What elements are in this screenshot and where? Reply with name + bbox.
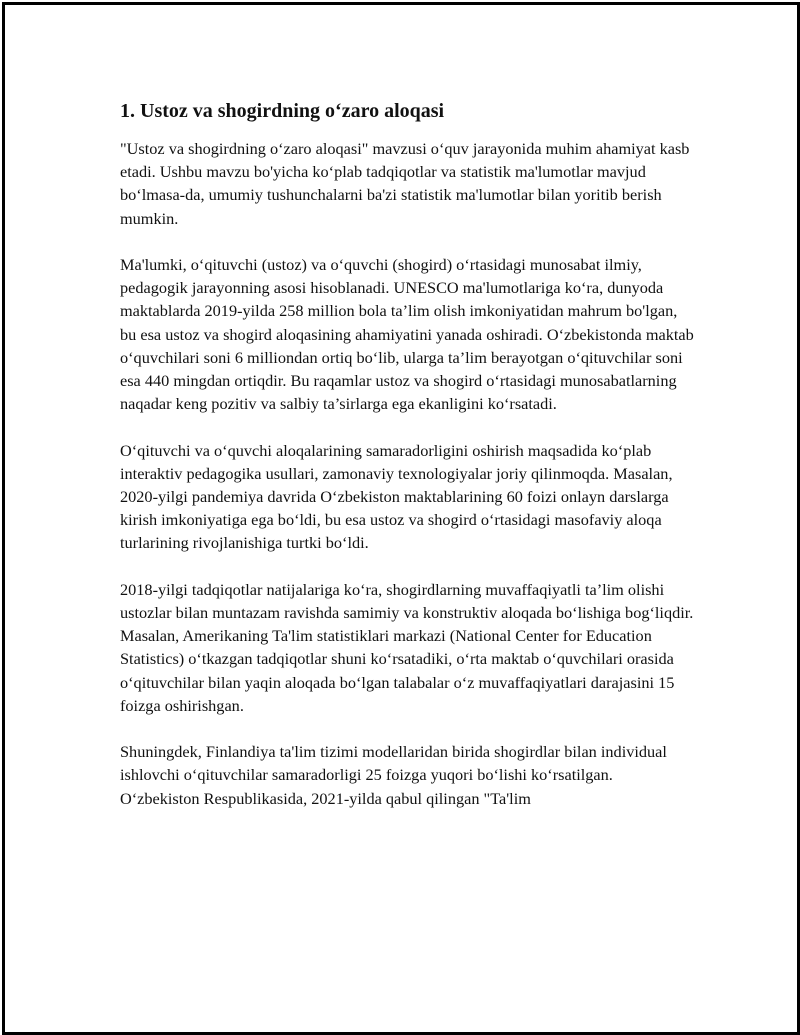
paragraph-finland: Shuningdek, Finlandiya ta'lim tizimi modellaridan birida shogirdlar bilan individual ishlovchi o‘qituvchilar samaradorligi 25 foizga yuqori bo‘lishi ko‘rsatilgan. O‘zbekiston Respublikasida, 2021-yilda qabul qilingan "Ta'lim xyxy=(120,742,667,808)
paragraph-research: 2018-yilgi tadqiqotlar natijalariga ko‘ra, shogirdlarning muvaffaqiyatli ta’lim olishi ustozlar bilan muntazam ravishda samimiy va konstruktiv aloqada bo‘lishiga bog‘liqdir. Masalan, Amerikaning Ta'lim statistiklari markazi (National Center for Education Statistics) o‘tkazgan tadqiqotlar shuni ko‘rsatadiki, o‘rta maktab o‘quvchilari orasida o‘qituvchilar bilan yaqin aloqada bo‘lgan talabalar o‘z muvaffaqiyatlari darajasini 15 foizga oshirishgan. xyxy=(120,579,694,715)
document-body xyxy=(120,97,695,833)
paragraph-intro: "Ustoz va shogirdning o‘zaro aloqasi" mavzusi o‘quv jarayonida muhim ahamiyat kasb etadi. Ushbu mavzu bo'yicha ko‘plab tadqiqotlar va statistik ma'lumotlar mavjud bo‘lmasa-da, umumiy tushunchalarni ba'zi statistik ma'lumotlar bilan yoritib berish mumkin. xyxy=(120,139,690,228)
paragraph-statistics: Ma'lumki, o‘qituvchi (ustoz) va o‘quvchi (shogird) o‘rtasidagi munosabat ilmiy, pedagogik jarayonning asosi hisoblanadi. UNESCO ma'lumotlariga ko‘ra, dunyoda maktablarda 2019-yilda 258 million bola ta’lim olish imkoniyatidan mahrum bo'lgan, bu esa ustoz va shogird aloqasining ahamiyatini yanada oshiradi. O‘zbekistonda maktab o‘quvchilari soni 6 milliondan ortiq bo‘lib, ularga ta’lim berayotgan o‘qituvchilar soni esa 440 mingdan ortiqdir. Bu raqamlar ustoz va shogird o‘rtasidagi munosabatlarning naqadar keng pozitiv va salbiy ta’sirlarga ega ekanligini ko‘rsatadi. xyxy=(120,255,694,414)
section-heading: 1. Ustoz va shogirdning o‘zaro aloqasi xyxy=(120,100,445,122)
paragraph-technology: O‘qituvchi va o‘quvchi aloqalarining samaradorligini oshirish maqsadida ko‘plab interaktiv pedagogika usullari, zamonaviy texnologiyalar joriy qilinmoqda. Masalan, 2020-yilgi pandemiya davrida O‘zbekiston maktablarining 60 foizi onlayn darslarga kirish imkoniyatiga ega bo‘ldi, bu esa ustoz va shogird o‘rtasidagi masofaviy aloqa turlarining rivojlanishiga turtki bo‘ldi. xyxy=(120,440,673,553)
page-frame xyxy=(2,2,800,1035)
